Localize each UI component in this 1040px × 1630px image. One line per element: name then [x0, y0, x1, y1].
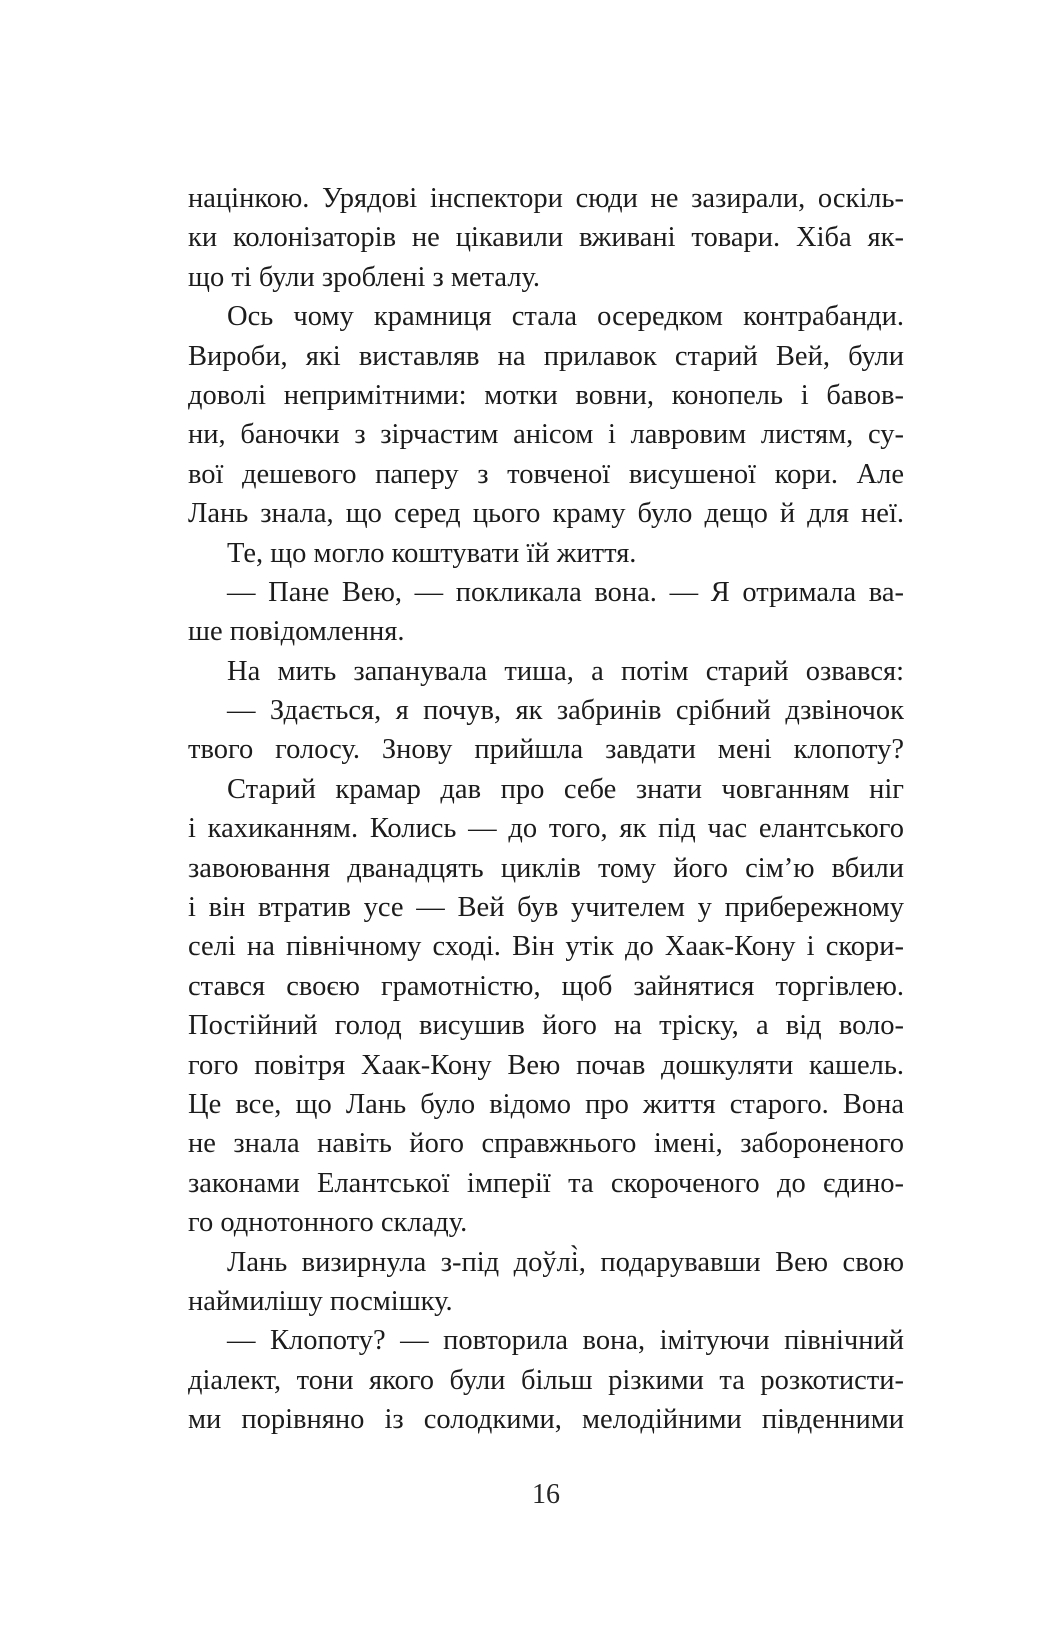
text-line: Ось чому крамниця стала осередком контрабанди.	[227, 301, 904, 333]
page-number: 16	[532, 1479, 560, 1510]
text-line: ми порівняно із солодкими, мелодійними південними	[188, 1404, 904, 1436]
text-line: — Здається, я почув, як забринів срібний дзвіночок	[227, 695, 904, 727]
text-line: твого голосу. Знову прийшла завдати мені клопоту?	[188, 734, 904, 766]
text-line: Старий крамар дав про себе знати човганням ніг	[227, 773, 904, 805]
text-line: і кахиканням. Колись — до того, як під час елантського	[188, 813, 904, 845]
text-line: Те, що могло коштувати їй життя.	[227, 537, 637, 569]
text-line: ше повідомлення.	[188, 616, 405, 648]
text-line: стався своєю грамотністю, щоб зайнятися торгівлею.	[188, 970, 904, 1002]
text-line: — Клопоту? — повторила вона, імітуючи північний	[227, 1325, 904, 1357]
text-line: На мить запанувала тиша, а потім старий озвався:	[227, 655, 904, 687]
text-line: і він втратив усе — Вей був учителем у прибережному	[188, 892, 904, 924]
text-line: що ті були зроблені з металу.	[188, 261, 541, 293]
text-line: Постійний голод висушив його на тріску, а від воло-	[188, 1010, 904, 1042]
text-line: — Пане Вею, — покликала вона. — Я отримала ва-	[227, 576, 904, 608]
text-line: законами Елантської імперії та скороченого до єдино-	[188, 1167, 904, 1199]
text-line: не знала навіть його справжнього імені, забороненого	[188, 1128, 904, 1160]
text-line: ни, баночки з зірчастим анісом і лавровим листям, су-	[188, 419, 904, 451]
text-line: діалект, тони якого були більш різкими та розкотисти-	[188, 1364, 904, 1396]
text-line: доволі непримітними: мотки вовни, конопель і бавов-	[188, 379, 904, 411]
text-line: ки колонізаторів не цікавили вживані товари. Хіба як-	[188, 222, 904, 254]
text-line: націнкою. Урядові інспектори сюди не зазирали, оскіль-	[188, 183, 904, 214]
text-line: Це все, що Лань було відомо про життя старого. Вона	[188, 1088, 904, 1120]
text-line: го однотонного складу.	[188, 1207, 468, 1239]
text-line: вої дешевого паперу з товченої висушеної кори. Але	[188, 458, 904, 490]
text-line: завоювання дванадцять циклів тому його сім’ю вбили	[188, 852, 904, 884]
text-line: Лань визирнула з-під доўлі̀, подарувавши Вею свою	[227, 1246, 904, 1278]
text-line: Лань знала, що серед цього краму було дещо й для неї.	[188, 498, 904, 530]
text-line: гого повітря Хаак-Кону Вею почав дошкуляти кашель.	[188, 1049, 904, 1081]
text-line: Вироби, які виставляв на прилавок старий Вей, були	[188, 340, 904, 372]
text-line: наймилішу посмішку.	[188, 1285, 453, 1317]
text-line: селі на північному сході. Він утік до Хаак-Кону і скори-	[188, 931, 904, 963]
page-text-block	[188, 179, 904, 1440]
